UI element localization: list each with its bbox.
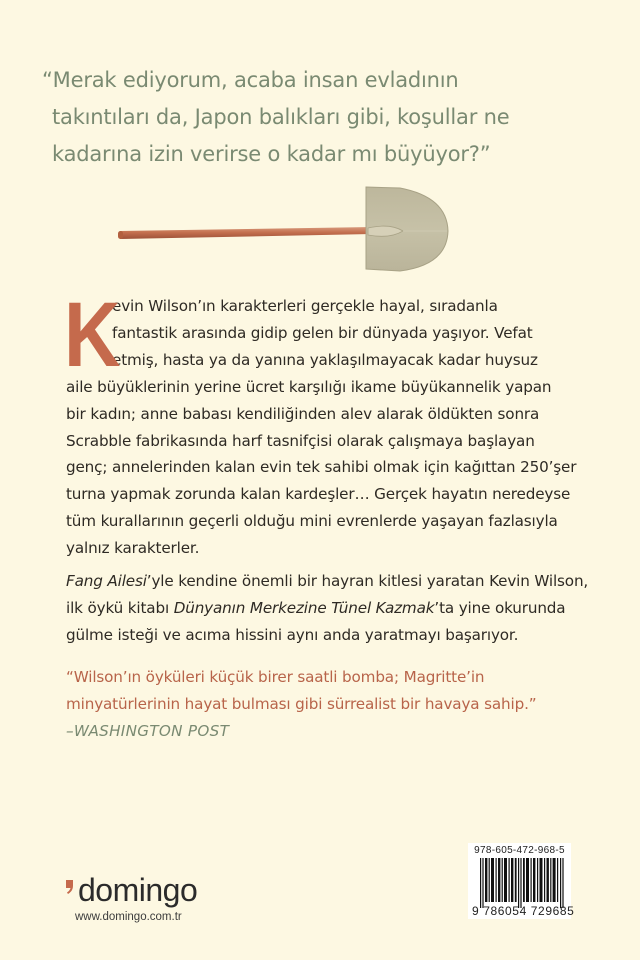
book-description	[64, 284, 586, 562]
barcode-bars-icon	[480, 858, 564, 908]
description-line: bir kadın; anne babası kendiliğinden alev alarak öldükten sonra	[66, 404, 540, 423]
description-line: Scrabble fabrikasında harf tasnifçisi olarak çalışmaya başlayan	[66, 431, 535, 450]
description-line: turna yapmak zorunda kalan kardeşler… Gerçek hayatın neredeyse	[66, 485, 571, 504]
promo-text: ’yle kendine önemli bir hayran kitlesi yaratan Kevin Wilson,	[146, 572, 589, 590]
description-line: evin Wilson’ın karakterleri gerçekle hayal, sıradanla	[112, 297, 498, 315]
description-line: etmiş, hasta ya da yanına yaklaşılmayacak kadar huysuz	[112, 350, 538, 369]
publisher-name: domingo	[78, 872, 198, 908]
promo-text: ’ta yine okurunda	[434, 598, 566, 617]
review-line: minyatürlerinin hayat bulması gibi sürrealist bir havaya sahip.”	[66, 694, 537, 713]
barcode-digits: 9 786054 729685	[472, 904, 575, 918]
epigraph-quote	[42, 62, 602, 173]
description-line: aile büyüklerinin yerine ücret karşılığı ikame büyükannelik yapan	[66, 377, 552, 396]
epigraph-line: kadarına izin verirse o kadar mı büyüyor?”	[52, 142, 491, 166]
promo-line	[66, 595, 586, 622]
promo-text: ilk öykü kitabı	[66, 598, 174, 617]
author-promo	[66, 568, 589, 649]
press-review	[66, 664, 606, 745]
description-line: tüm kurallarının geçerli olduğu mini evrenlerde yaşayan fazlasıyla	[66, 512, 558, 531]
promo-line: gülme isteği ve acıma hissini aynı anda yaratmayı başarıyor.	[66, 625, 519, 644]
promo-line	[66, 568, 589, 595]
description-line: yalnız karakterler.	[66, 539, 200, 558]
shovel-icon	[110, 183, 455, 278]
review-line: “Wilson’ın öyküleri küçük birer saatli bomba; Magritte’in	[66, 668, 485, 686]
review-source: –WASHINGTON POST	[66, 721, 230, 740]
publisher-url: www.domingo.com.tr	[75, 911, 182, 923]
description-line: fantastik arasında gidip gelen bir dünyada yaşıyor. Vefat	[112, 323, 533, 342]
book-title: Dünyanın Merkezine Tünel Kazmak	[173, 598, 435, 617]
domingo-mark-icon	[66, 880, 76, 894]
epigraph-line: takıntıları da, Japon balıkları gibi, koşullar ne	[52, 105, 510, 129]
description-line: genç; annelerinden kalan evin tek sahibi olmak için kağıttan 250’şer	[66, 458, 577, 477]
dropcap-letter: K	[64, 284, 121, 386]
isbn-barcode	[468, 843, 575, 919]
book-title-fang-ailesi: Fang Ailesi	[66, 572, 147, 590]
epigraph-line: “Merak ediyorum, acaba insan evladının	[42, 68, 459, 92]
isbn-number: 978-605-472-968-5	[474, 845, 565, 856]
